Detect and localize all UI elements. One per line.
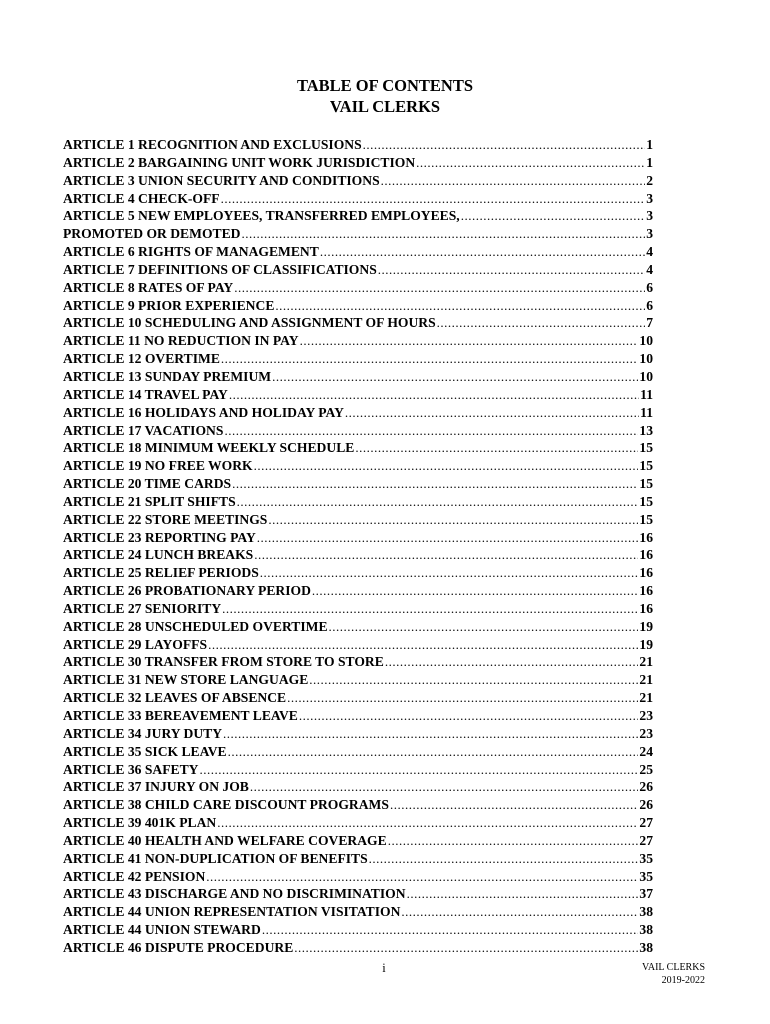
toc-entry[interactable] [63,600,653,618]
toc-entry-label: ARTICLE 4 CHECK-OFF [63,190,220,206]
toc-entry-page: 15 [639,476,653,492]
toc-entry-page: 23 [639,708,653,723]
toc-entry-label: ARTICLE 26 PROBATIONARY PERIOD [63,583,311,599]
toc-entry[interactable] [63,279,653,297]
toc-entry-page: 37 [639,886,653,902]
toc-dot-leader [378,261,645,279]
toc-entry[interactable] [63,350,653,368]
toc-entry-page: 4 [646,244,653,260]
toc-entry-label: ARTICLE 22 STORE MEETINGS [63,511,268,527]
toc-dot-leader [385,653,639,671]
toc-dot-leader [206,868,638,886]
table-of-contents [63,136,653,957]
toc-entry-page: 15 [639,440,653,456]
toc-entry-label: ARTICLE 12 OVERTIME [63,351,220,367]
toc-dot-leader [262,921,639,939]
toc-entry-label: ARTICLE 19 NO FREE WORK [63,458,253,474]
toc-entry-label: ARTICLE 17 VACATIONS [63,422,224,438]
toc-entry[interactable] [63,689,653,707]
toc-entry[interactable] [63,885,653,903]
toc-entry-label: ARTICLE 35 SICK LEAVE [63,743,227,759]
toc-entry[interactable] [63,154,653,172]
toc-entry-label: ARTICLE 23 REPORTING PAY [63,529,256,545]
toc-dot-leader [312,582,639,600]
toc-entry[interactable] [63,653,653,671]
toc-entry[interactable] [63,422,653,440]
toc-dot-leader [234,279,645,297]
toc-entry[interactable] [63,832,653,850]
toc-entry-page: 23 [639,725,653,741]
toc-entry-page: 11 [640,386,653,402]
toc-entry-page: 26 [639,779,653,795]
toc-entry[interactable] [63,207,653,225]
toc-entry-label: ARTICLE 43 DISCHARGE AND NO DISCRIMINATION [63,886,406,902]
toc-entry-page: 38 [639,922,653,938]
toc-entry-label: ARTICLE 31 NEW STORE LANGUAGE [63,672,309,688]
toc-dot-leader [294,939,638,957]
toc-entry-label: ARTICLE 44 UNION STEWARD [63,922,261,938]
toc-entry[interactable] [63,582,653,600]
toc-entry-label: ARTICLE 29 LAYOFFS [63,636,208,652]
toc-entry-page: 10 [639,351,653,367]
toc-entry-label: ARTICLE 39 401K PLAN [63,815,217,831]
toc-entry-page: 6 [646,279,653,295]
toc-entry-label: ARTICLE 6 RIGHTS OF MANAGEMENT [63,244,319,260]
toc-entry[interactable] [63,439,653,457]
toc-entry-label: ARTICLE 3 UNION SECURITY AND CONDITIONS [63,172,380,188]
toc-dot-leader [401,903,638,921]
toc-dot-leader [369,850,639,868]
toc-entry[interactable] [63,493,653,511]
toc-dot-leader [461,207,645,225]
toc-dot-leader [254,546,638,564]
toc-dot-leader [241,225,645,243]
footer-page-number: i [382,961,386,975]
toc-entry[interactable] [63,546,653,564]
toc-entry-label: ARTICLE 14 TRAVEL PAY [63,386,228,402]
toc-entry[interactable] [63,921,653,939]
toc-entry[interactable] [63,136,653,154]
toc-entry-page: 3 [646,226,653,242]
toc-entry-label: ARTICLE 36 SAFETY [63,761,199,777]
toc-dot-leader [329,618,639,636]
toc-entry-label: ARTICLE 38 CHILD CARE DISCOUNT PROGRAMS [63,797,389,813]
toc-entry-page: 11 [640,404,653,420]
footer-years: 2019-2022 [661,974,705,986]
toc-entry-page: 25 [639,761,653,777]
toc-entry-page: 19 [639,636,653,652]
toc-dot-leader [309,671,638,689]
toc-entry[interactable] [63,707,653,725]
toc-entry-page: 10 [639,333,653,349]
toc-entry[interactable] [63,261,653,279]
toc-entry-page: 26 [639,797,653,813]
toc-dot-leader [299,707,639,725]
toc-entry-page: 16 [639,529,653,545]
toc-dot-leader [381,172,646,190]
toc-dot-leader [200,761,639,779]
toc-entry-page: 2 [646,172,653,188]
toc-entry[interactable] [63,671,653,689]
toc-entry-page: 35 [639,868,653,884]
toc-entry[interactable] [63,939,653,957]
toc-entry[interactable] [63,761,653,779]
toc-entry-label: ARTICLE 9 PRIOR EXPERIENCE [63,297,275,313]
toc-dot-leader [221,350,639,368]
toc-entry[interactable] [63,725,653,743]
toc-entry-label: ARTICLE 33 BEREAVEMENT LEAVE [63,708,298,723]
toc-entry-page: 1 [646,154,653,170]
toc-entry-page: 10 [639,368,653,384]
toc-entry[interactable] [63,225,653,243]
toc-entry-page: 35 [639,850,653,866]
toc-dot-leader [250,778,639,796]
toc-entry-page: 4 [646,261,653,277]
toc-entry-label: ARTICLE 27 SENIORITY [63,600,222,616]
toc-entry-label: ARTICLE 44 UNION REPRESENTATION VISITATION [63,904,401,920]
toc-entry-page: 1 [646,137,653,152]
toc-entry[interactable] [63,743,653,761]
page-title: TABLE OF CONTENTS [296,76,474,95]
toc-entry-page: 7 [646,315,653,331]
toc-dot-leader [221,190,646,208]
toc-entry-label: ARTICLE 7 DEFINITIONS OF CLASSIFICATIONS [63,261,377,277]
toc-entry-label: ARTICLE 41 NON-DUPLICATION OF BENEFITS [63,850,368,866]
toc-entry[interactable] [63,636,653,654]
toc-dot-leader [345,404,639,422]
toc-entry[interactable] [63,850,653,868]
toc-dot-leader [208,636,638,654]
toc-entry-page: 21 [639,654,653,670]
toc-dot-leader [363,136,646,154]
toc-entry[interactable] [63,903,653,921]
toc-dot-leader [217,814,638,832]
toc-entry-label: ARTICLE 16 HOLIDAYS AND HOLIDAY PAY [63,404,344,420]
toc-entry-page: 24 [639,743,653,759]
toc-entry-page: 21 [639,672,653,688]
toc-dot-leader [229,386,639,404]
toc-entry[interactable] [63,243,653,261]
toc-entry[interactable] [63,564,653,582]
toc-entry-page: 38 [639,939,653,955]
toc-dot-leader [272,368,638,386]
toc-entry[interactable] [63,529,653,547]
toc-entry-label: ARTICLE 28 UNSCHEDULED OVERTIME [63,618,328,634]
toc-entry-page: 19 [639,618,653,634]
toc-entry-label: ARTICLE 10 SCHEDULING AND ASSIGNMENT OF HOURS [63,315,436,331]
toc-entry[interactable] [63,297,653,315]
toc-entry-page: 16 [639,600,653,616]
toc-dot-leader [224,422,638,440]
toc-dot-leader [275,297,645,315]
toc-dot-leader [237,493,639,511]
toc-entry-label: ARTICLE 34 JURY DUTY [63,725,223,741]
toc-entry[interactable] [63,404,653,422]
toc-dot-leader [355,439,638,457]
toc-dot-leader [228,743,639,761]
page-subtitle: VAIL CLERKS [329,97,441,116]
toc-entry-page: 6 [646,297,653,313]
toc-entry-label: ARTICLE 46 DISPUTE PROCEDURE [63,939,294,955]
toc-dot-leader [260,564,639,582]
toc-entry-label: ARTICLE 32 LEAVES OF ABSENCE [63,690,287,706]
toc-dot-leader [407,885,639,903]
toc-dot-leader [268,511,638,529]
toc-entry-page: 38 [639,904,653,920]
toc-dot-leader [300,332,639,350]
toc-dot-leader [222,600,638,618]
toc-entry-label: ARTICLE 20 TIME CARDS [63,476,232,492]
toc-entry-label: ARTICLE 37 INJURY ON JOB [63,779,249,795]
toc-entry-page: 16 [639,565,653,581]
toc-entry[interactable] [63,368,653,386]
toc-entry-page: 3 [646,190,653,206]
toc-entry-page: 27 [639,832,653,848]
toc-entry[interactable] [63,190,653,208]
toc-dot-leader [257,529,639,547]
toc-entry[interactable] [63,796,653,814]
toc-entry-page: 3 [646,208,653,224]
toc-entry-label: ARTICLE 13 SUNDAY PREMIUM [63,368,272,384]
toc-entry[interactable] [63,814,653,832]
toc-entry[interactable] [63,618,653,636]
toc-entry[interactable] [63,511,653,529]
toc-entry-label: PROMOTED OR DEMOTED [63,226,241,242]
toc-entry-label: ARTICLE 40 HEALTH AND WELFARE COVERAGE [63,832,387,848]
toc-entry-page: 15 [639,511,653,527]
toc-entry-label: ARTICLE 42 PENSION [63,868,206,884]
toc-entry-label: ARTICLE 1 RECOGNITION AND EXCLUSIONS [63,137,362,152]
toc-entry-label: ARTICLE 24 LUNCH BREAKS [63,547,254,563]
toc-entry-label: ARTICLE 11 NO REDUCTION IN PAY [63,333,299,349]
toc-dot-leader [388,832,639,850]
toc-entry-label: ARTICLE 18 MINIMUM WEEKLY SCHEDULE [63,440,355,456]
toc-entry-label: ARTICLE 2 BARGAINING UNIT WORK JURISDICTION [63,154,416,170]
toc-dot-leader [287,689,638,707]
footer-document-info [610,962,705,987]
toc-dot-leader [416,154,645,172]
toc-dot-leader [254,457,639,475]
toc-entry-page: 15 [639,493,653,509]
toc-dot-leader [437,314,646,332]
toc-entry-label: ARTICLE 21 SPLIT SHIFTS [63,493,236,509]
toc-entry[interactable] [63,172,653,190]
toc-entry-page: 13 [639,422,653,438]
toc-entry-label: ARTICLE 8 RATES OF PAY [63,279,234,295]
toc-entry-label: ARTICLE 30 TRANSFER FROM STORE TO STORE [63,654,384,670]
toc-dot-leader [223,725,638,743]
toc-dot-leader [390,796,638,814]
toc-entry[interactable] [63,332,653,350]
toc-entry[interactable] [63,778,653,796]
toc-entry-page: 16 [639,583,653,599]
toc-entry-page: 21 [639,690,653,706]
toc-entry[interactable] [63,475,653,493]
toc-entry-page: 16 [639,547,653,563]
toc-entry-page: 15 [639,458,653,474]
toc-entry[interactable] [63,457,653,475]
toc-entry-label: ARTICLE 25 RELIEF PERIODS [63,565,259,581]
toc-entry-page: 27 [639,815,653,831]
footer-doc-name: VAIL CLERKS [641,962,705,973]
toc-dot-leader [320,243,645,261]
toc-entry[interactable] [63,868,653,886]
toc-entry[interactable] [63,314,653,332]
toc-dot-leader [232,475,638,493]
toc-entry-label: ARTICLE 5 NEW EMPLOYEES, TRANSFERRED EMPLOYEES, [63,208,460,224]
toc-entry[interactable] [63,386,653,404]
